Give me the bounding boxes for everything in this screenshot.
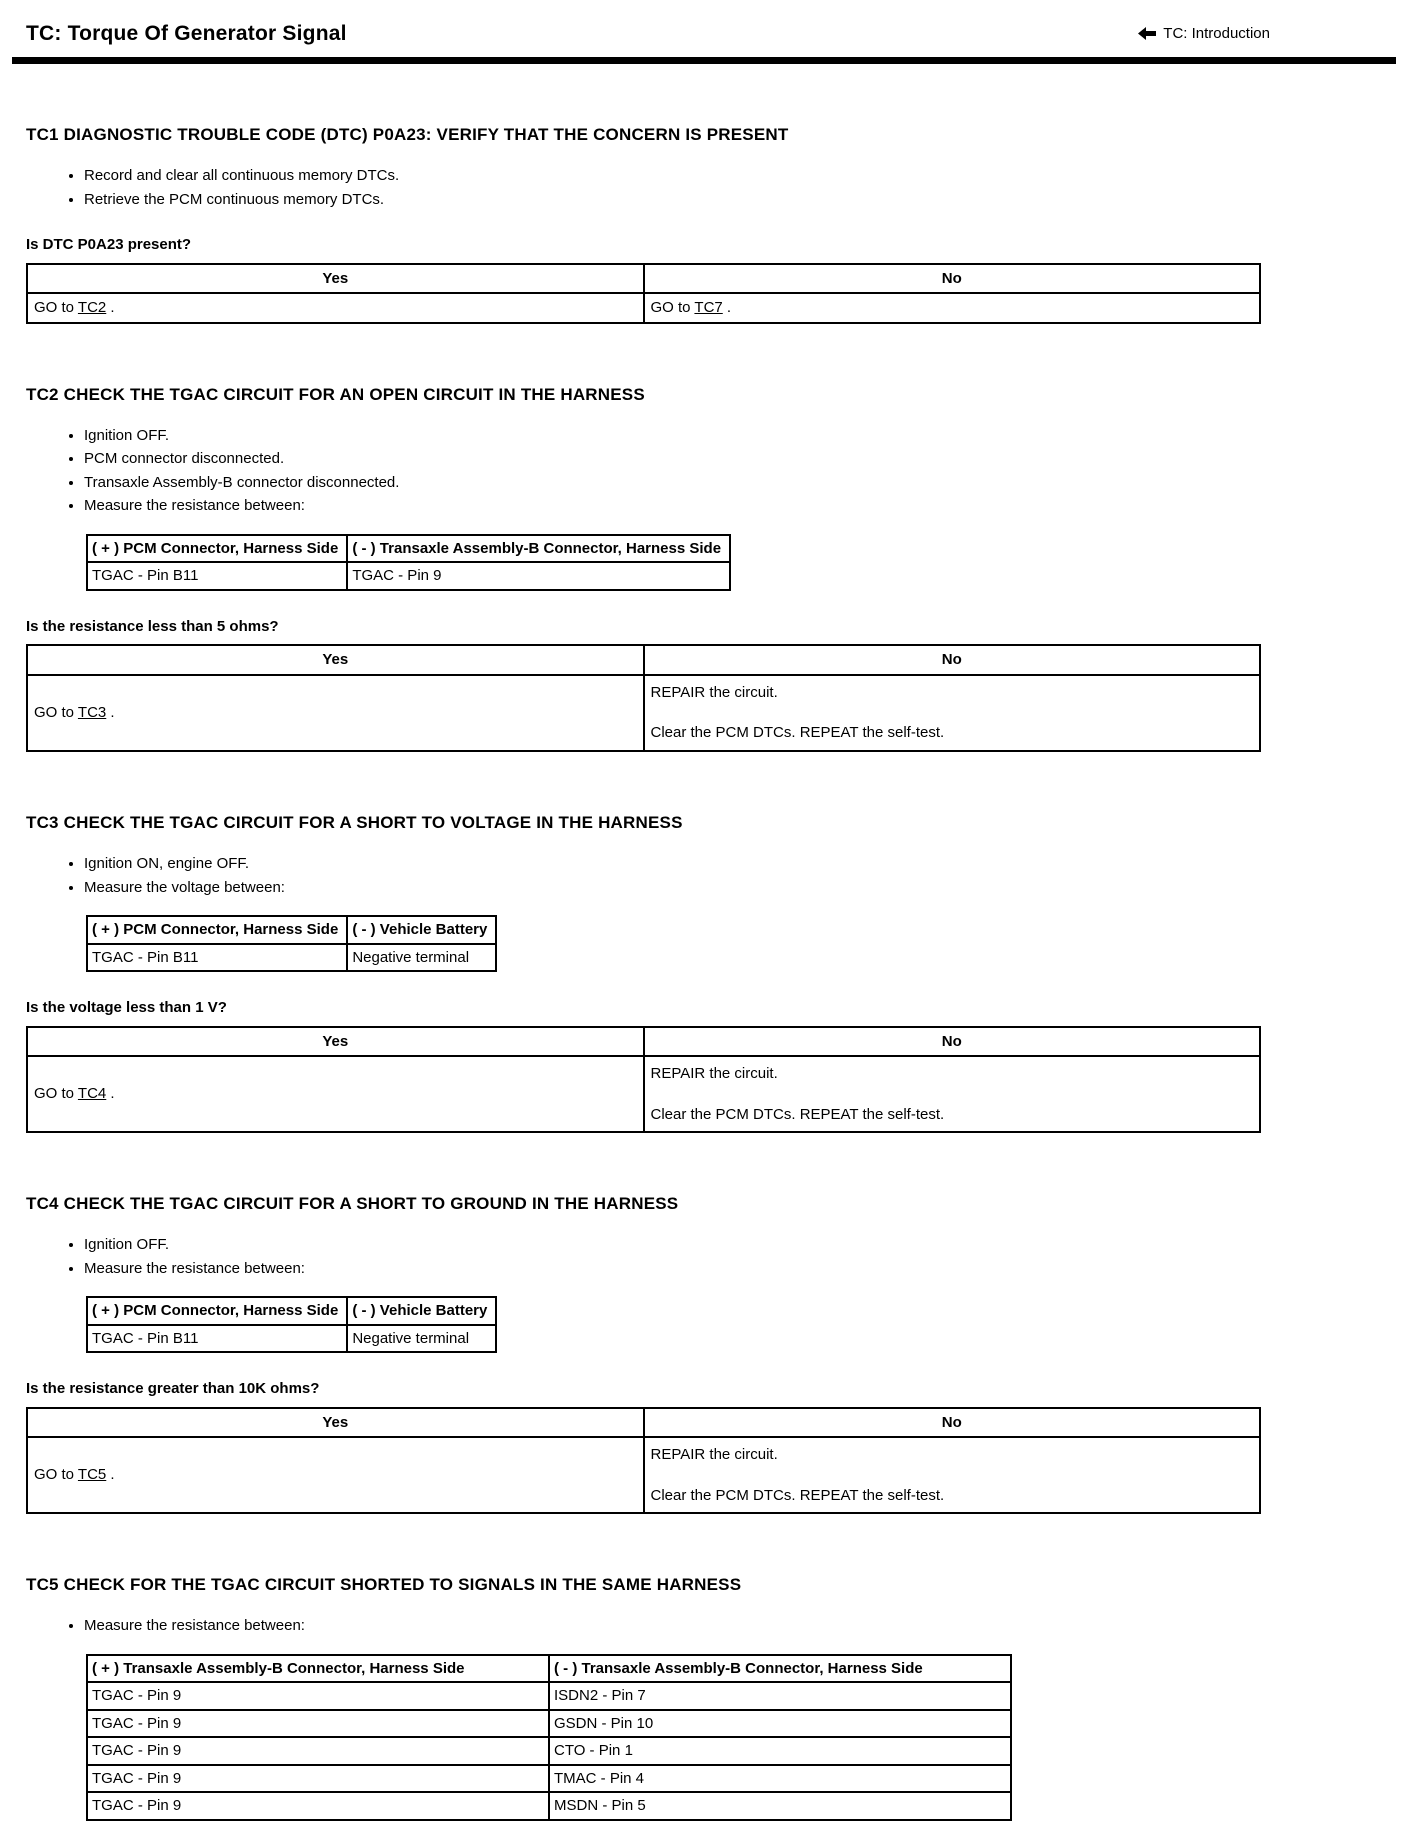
measure-header-cell: ( + ) PCM Connector, Harness Side (87, 535, 347, 563)
goto-text: GO to (34, 704, 78, 722)
goto-tc5-link[interactable]: TC5 (77, 1466, 107, 1484)
goto-text: . (106, 704, 115, 722)
question: Is the voltage less than 1 V? (26, 999, 227, 1017)
decision-table (26, 1407, 1261, 1515)
measure-cell: GSDN - Pin 10 (549, 1710, 1011, 1738)
goto-text: . (106, 1466, 115, 1484)
instruction-item: • Measure the voltage between: (84, 878, 1382, 898)
measure-cell: MSDN - Pin 5 (549, 1792, 1011, 1820)
decision-header-row (27, 1408, 1260, 1438)
action-line: REPAIR the circuit. (650, 1065, 778, 1083)
measure-cell: TGAC - Pin 9 (347, 562, 730, 590)
measure-cell: TGAC - Pin 9 (87, 1710, 549, 1738)
instruction-list (26, 426, 1382, 516)
goto-text: GO to (34, 1466, 78, 1484)
decision-table (26, 263, 1261, 324)
page-header (26, 12, 1382, 57)
yes-cell (27, 675, 644, 751)
yes-column-header: Yes (27, 645, 644, 675)
yes-cell (27, 1437, 644, 1513)
no-column-header: No (644, 1408, 1261, 1438)
no-column-header: No (644, 1027, 1261, 1057)
measure-header-cell: ( - ) Vehicle Battery (347, 916, 496, 944)
measure-cell: TGAC - Pin 9 (87, 1765, 549, 1793)
yes-cell (27, 293, 644, 323)
instruction-item: • Retrieve the PCM continuous memory DTCs. (84, 190, 1382, 210)
instruction-item: • Measure the resistance between: (84, 1259, 1382, 1279)
table-row (27, 675, 1260, 751)
section-tc5 (26, 1574, 1382, 1821)
measure-cell: TGAC - Pin B11 (87, 562, 347, 590)
measure-header-row (87, 916, 496, 944)
goto-tc2-link[interactable]: TC2 (77, 299, 107, 317)
measure-cell: CTO - Pin 1 (549, 1737, 1011, 1765)
measure-cell: TGAC - Pin 9 (87, 1792, 549, 1820)
question: Is the resistance greater than 10K ohms? (26, 1380, 320, 1398)
step-heading: TC3 CHECK THE TGAC CIRCUIT FOR A SHORT TO VOLTAGE IN THE HARNESS (26, 812, 683, 832)
back-arrow-icon (1138, 27, 1156, 40)
section-tc1 (26, 124, 1382, 324)
table-row (87, 1325, 496, 1353)
step-heading: TC1 DIAGNOSTIC TROUBLE CODE (DTC) P0A23: VERIFY THAT THE CONCERN IS PRESENT (26, 125, 789, 145)
measure-header-cell: ( + ) PCM Connector, Harness Side (87, 916, 347, 944)
measure-cell: ISDN2 - Pin 7 (549, 1682, 1011, 1710)
measure-cell: Negative terminal (347, 1325, 496, 1353)
table-row (87, 562, 730, 590)
goto-tc7-link[interactable]: TC7 (694, 299, 723, 317)
goto-tc3-link[interactable]: TC3 (77, 704, 107, 722)
no-column-header: No (644, 264, 1261, 294)
yes-cell (27, 1056, 644, 1132)
goto-text: . (106, 1085, 115, 1103)
measurement-table (86, 1654, 1012, 1821)
action-line: Clear the PCM DTCs. REPEAT the self-test. (650, 724, 945, 742)
measure-cell: Negative terminal (347, 944, 496, 972)
step-heading: TC5 CHECK FOR THE TGAC CIRCUIT SHORTED TO SIGNALS IN THE SAME HARNESS (26, 1575, 742, 1595)
action-line: Clear the PCM DTCs. REPEAT the self-test. (650, 1105, 945, 1123)
decision-header-row (27, 264, 1260, 294)
header-divider (12, 57, 1396, 64)
question: Is the resistance less than 5 ohms? (26, 617, 279, 635)
table-row (87, 1792, 1011, 1820)
measure-header-row (87, 535, 730, 563)
no-cell (644, 1056, 1261, 1132)
instruction-item: • PCM connector disconnected. (84, 449, 1382, 469)
goto-text: . (722, 299, 732, 317)
decision-header-row (27, 1027, 1260, 1057)
no-cell (644, 675, 1261, 751)
table-row (27, 1056, 1260, 1132)
measure-header-cell: ( + ) Transaxle Assembly-B Connector, Harness Side (87, 1655, 549, 1683)
yes-column-header: Yes (27, 264, 644, 294)
instruction-list (26, 1235, 1382, 1278)
measurement-table (86, 1296, 497, 1353)
back-nav-label: TC: Introduction (1163, 24, 1270, 42)
section-tc3 (26, 812, 1382, 1133)
decision-header-row (27, 645, 1260, 675)
measure-header-cell: ( - ) Transaxle Assembly-B Connector, Harness Side (549, 1655, 1011, 1683)
no-column-header: No (644, 645, 1261, 675)
table-row (87, 1682, 1011, 1710)
instruction-list (26, 1616, 1382, 1636)
goto-text: GO to (650, 299, 695, 317)
table-row (87, 944, 496, 972)
section-tc4 (26, 1193, 1382, 1514)
instruction-item: • Record and clear all continuous memory DTCs. (84, 166, 1382, 186)
measure-cell: TGAC - Pin B11 (87, 944, 347, 972)
action-line: REPAIR the circuit. (650, 683, 778, 701)
instruction-item: • Ignition OFF. (84, 1235, 1382, 1255)
no-cell (644, 1437, 1261, 1513)
yes-column-header: Yes (27, 1027, 644, 1057)
back-nav-link[interactable] (1138, 24, 1270, 44)
goto-text: . (106, 299, 115, 317)
table-row (87, 1737, 1011, 1765)
section-tc2 (26, 384, 1382, 752)
measure-cell: TGAC - Pin 9 (87, 1682, 549, 1710)
instruction-item: • Ignition OFF. (84, 426, 1382, 446)
no-cell (644, 293, 1261, 323)
step-heading: TC4 CHECK THE TGAC CIRCUIT FOR A SHORT TO GROUND IN THE HARNESS (26, 1194, 679, 1214)
decision-table (26, 644, 1261, 752)
action-line: REPAIR the circuit. (650, 1446, 778, 1464)
measure-header-cell: ( - ) Vehicle Battery (347, 1297, 496, 1325)
goto-text: GO to (34, 1085, 78, 1103)
measure-header-cell: ( + ) PCM Connector, Harness Side (87, 1297, 347, 1325)
action-line: Clear the PCM DTCs. REPEAT the self-test. (650, 1486, 945, 1504)
measure-cell: TMAC - Pin 4 (549, 1765, 1011, 1793)
instruction-list (26, 166, 1382, 209)
measure-header-row (87, 1655, 1011, 1683)
instruction-item: • Transaxle Assembly-B connector disconnected. (84, 473, 1382, 493)
page-title: TC: Torque Of Generator Signal (26, 22, 347, 45)
instruction-item: • Measure the resistance between: (84, 496, 1382, 516)
instruction-item: • Measure the resistance between: (84, 1616, 1382, 1636)
table-row (27, 1437, 1260, 1513)
instruction-list (26, 854, 1382, 897)
measurement-table (86, 534, 731, 591)
table-row (87, 1765, 1011, 1793)
table-row (27, 293, 1260, 323)
question: Is DTC P0A23 present? (26, 236, 192, 254)
decision-table (26, 1026, 1261, 1134)
measure-header-row (87, 1297, 496, 1325)
step-heading: TC2 CHECK THE TGAC CIRCUIT FOR AN OPEN CIRCUIT IN THE HARNESS (26, 384, 645, 404)
measure-cell: TGAC - Pin B11 (87, 1325, 347, 1353)
measure-cell: TGAC - Pin 9 (87, 1737, 549, 1765)
goto-text: GO to (34, 299, 78, 317)
yes-column-header: Yes (27, 1408, 644, 1438)
measure-header-cell: ( - ) Transaxle Assembly-B Connector, Harness Side (347, 535, 730, 563)
instruction-item: • Ignition ON, engine OFF. (84, 854, 1382, 874)
goto-tc4-link[interactable]: TC4 (77, 1085, 107, 1103)
table-row (87, 1710, 1011, 1738)
measurement-table (86, 915, 497, 972)
